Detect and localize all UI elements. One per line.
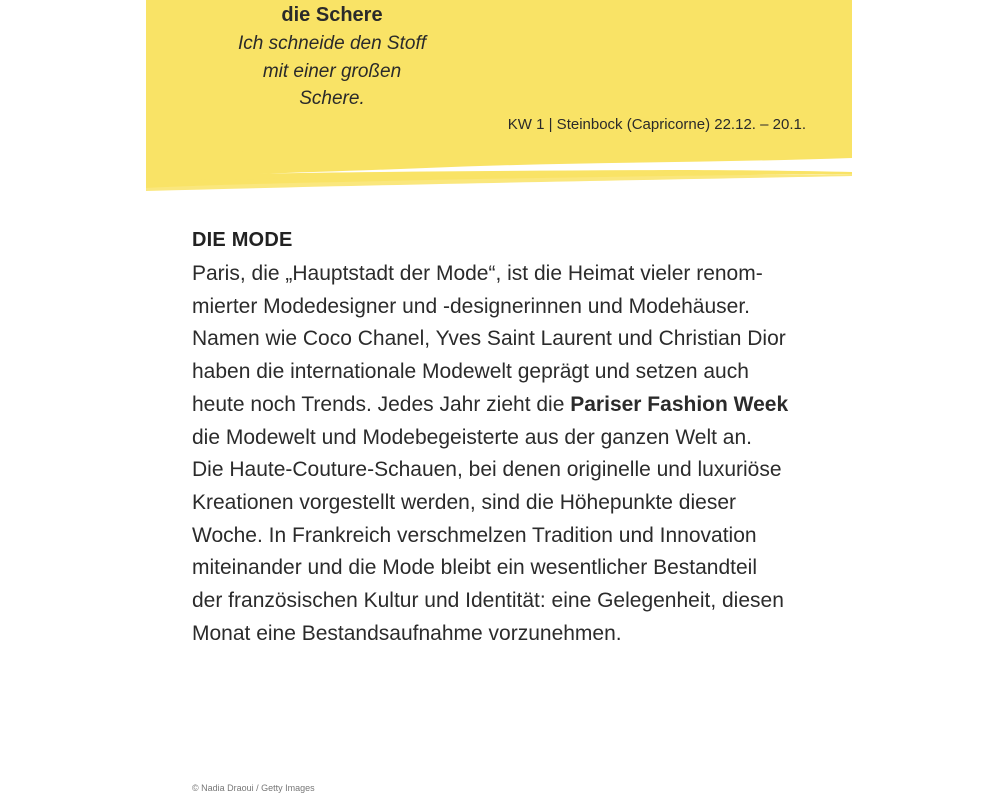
example-line: Ich schneide den Stoff bbox=[237, 33, 426, 54]
article-line bbox=[192, 389, 832, 422]
vocabulary-card bbox=[146, 0, 852, 158]
article-line: mierter Modedesigner und -designerinnen und Modehäuser. bbox=[192, 294, 751, 318]
article-line: der französischen Kultur und Identität: eine Gelegenheit, diesen bbox=[192, 589, 784, 613]
article-line: Paris, die „Hauptstadt der Mode“, ist die Heimat vieler renom- bbox=[192, 262, 763, 285]
example-line: Schere. bbox=[299, 88, 365, 109]
article-line: Woche. In Frankreich verschmelzen Tradition und Innovation bbox=[192, 523, 757, 547]
brush-stroke-divider bbox=[146, 150, 852, 194]
example-line: mit einer großen bbox=[262, 60, 402, 82]
article-line: Namen wie Coco Chanel, Yves Saint Laurent und Christian Dior bbox=[192, 327, 786, 351]
week-info: KW 1 | Steinbock (Capricorne) 22.12. – 20.1. bbox=[507, 116, 806, 133]
article-line: Die Haute-Couture-Schauen, bei denen originelle und luxuriöse bbox=[192, 458, 782, 482]
photo-credit: © Nadia Draoui / Getty Images bbox=[192, 783, 315, 793]
article-heading: DIE MODE bbox=[192, 229, 293, 251]
vocab-example bbox=[146, 30, 518, 113]
article-line: miteinander und die Mode bleibt ein wesentlicher Bestandteil bbox=[192, 556, 758, 580]
vocab-word: die Schere bbox=[281, 4, 383, 26]
article-line: die Modewelt und Modebegeisterte aus der ganzen Welt an. bbox=[192, 425, 752, 449]
article-line: haben die internationale Modewelt geprägt und setzen auch bbox=[192, 360, 749, 384]
article-line-text: heute noch Trends. Jedes Jahr zieht die bbox=[192, 392, 571, 416]
article-line: Kreationen vorgestellt werden, sind die Höhepunkte dieser bbox=[192, 490, 737, 514]
article bbox=[192, 229, 832, 650]
bold-phrase: Pariser Fashion Week bbox=[570, 392, 789, 416]
article-line: Monat eine Bestandsaufnahme vorzunehmen. bbox=[192, 621, 622, 645]
